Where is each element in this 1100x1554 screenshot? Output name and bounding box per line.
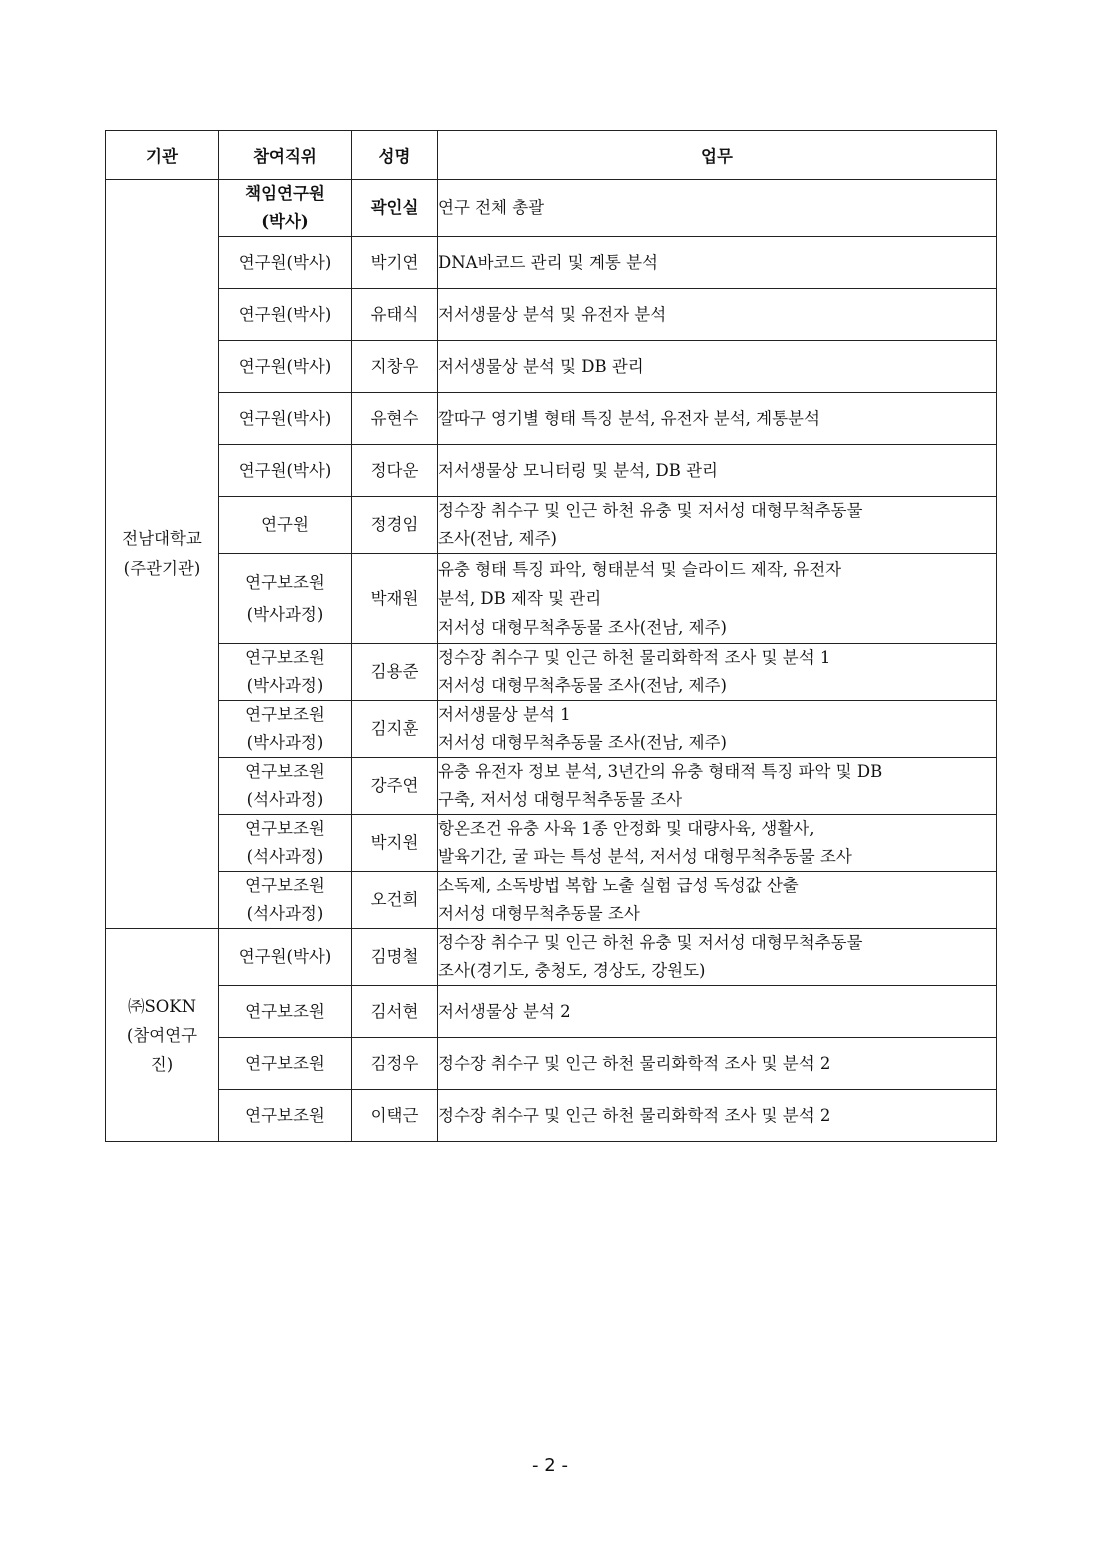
position-cell	[219, 497, 352, 554]
table-row	[106, 497, 997, 554]
duty-cell	[438, 1038, 997, 1090]
position-line: 연구원(박사)	[238, 304, 332, 324]
position-line: 연구보조원	[245, 1105, 325, 1125]
position-cell	[219, 986, 352, 1038]
name-cell: 김명철	[352, 929, 438, 986]
duty-cell	[438, 497, 997, 554]
table-row	[106, 445, 997, 497]
name-cell: 오건희	[352, 872, 438, 929]
duty-cell	[438, 872, 997, 929]
name-cell: 곽인실	[352, 180, 438, 237]
staff-table	[105, 130, 997, 1142]
table-row	[106, 815, 997, 872]
table-row	[106, 758, 997, 815]
position-line: (석사과정)	[246, 904, 324, 923]
table-row	[106, 1090, 997, 1142]
duty-line: 정수장 취수구 및 인근 하천 물리화학적 조사 및 분석 2	[438, 1105, 831, 1125]
position-line: 연구보조원	[245, 705, 325, 724]
org-name-line: 전남대학교	[122, 529, 202, 548]
duty-line: 정수장 취수구 및 인근 하천 물리화학적 조사 및 분석 2	[438, 1053, 831, 1073]
position-cell	[219, 929, 352, 986]
table-row	[106, 986, 997, 1038]
duty-cell	[438, 758, 997, 815]
org-name-line: (참여연구	[126, 1025, 198, 1045]
duty-line: 저서생물상 분석 2	[438, 1001, 571, 1021]
table-row	[106, 554, 997, 644]
position-cell	[219, 289, 352, 341]
duty-line: 깔따구 영기별 형태 특징 분석, 유전자 분석, 계통분석	[438, 408, 820, 428]
table-row	[106, 237, 997, 289]
duty-line: 저서성 대형무척추동물 조사(전남, 제주)	[438, 618, 727, 637]
header-duty: 업무	[438, 131, 997, 180]
name-cell: 유태식	[352, 289, 438, 341]
duty-line: 저서생물상 분석 및 유전자 분석	[438, 304, 667, 324]
duty-cell	[438, 180, 997, 237]
duty-cell	[438, 341, 997, 393]
header-position: 참여직위	[219, 131, 352, 180]
position-cell	[219, 237, 352, 289]
duty-cell	[438, 986, 997, 1038]
name-cell: 박재원	[352, 554, 438, 644]
position-cell	[219, 554, 352, 644]
position-line: 연구원(박사)	[238, 408, 332, 428]
position-cell	[219, 180, 352, 237]
duty-cell	[438, 815, 997, 872]
duty-cell	[438, 554, 997, 644]
org-name-line: ㈜SOKN	[127, 996, 197, 1016]
table-row	[106, 929, 997, 986]
duty-line: 저서생물상 모니터링 및 분석, DB 관리	[438, 460, 718, 480]
duty-line: 소독제, 소독방법 복합 노출 실험 급성 독성값 산출	[438, 876, 799, 895]
position-cell	[219, 445, 352, 497]
position-line: 연구원(박사)	[238, 252, 332, 272]
position-cell	[219, 758, 352, 815]
table-row	[106, 180, 997, 237]
duty-line: DNA바코드 관리 및 계통 분석	[438, 252, 658, 272]
duty-line: 저서성 대형무척추동물 조사	[438, 904, 640, 923]
duty-cell	[438, 289, 997, 341]
duty-cell	[438, 1090, 997, 1142]
position-cell	[219, 644, 352, 701]
name-cell: 김정우	[352, 1038, 438, 1090]
duty-line: 분석, DB 제작 및 관리	[438, 589, 602, 608]
position-cell	[219, 815, 352, 872]
name-cell: 정다운	[352, 445, 438, 497]
name-cell: 박기연	[352, 237, 438, 289]
table-row	[106, 341, 997, 393]
duty-line: 조사(전남, 제주)	[438, 529, 557, 548]
position-line: (박사과정)	[246, 604, 324, 624]
duty-line: 정수장 취수구 및 인근 하천 유충 및 저서성 대형무척추동물	[438, 501, 863, 520]
duty-line: 저서성 대형무척추동물 조사(전남, 제주)	[438, 676, 727, 695]
position-cell	[219, 393, 352, 445]
position-line: (박사과정)	[246, 733, 324, 752]
position-line: 연구보조원	[245, 1001, 325, 1021]
position-line: 책임연구원	[245, 184, 325, 203]
org-cell	[106, 180, 219, 929]
table-row	[106, 701, 997, 758]
duty-line: 조사(경기도, 충청도, 경상도, 강원도)	[438, 961, 706, 980]
duty-line: 저서성 대형무척추동물 조사(전남, 제주)	[438, 733, 727, 752]
duty-cell	[438, 701, 997, 758]
position-line: 연구원	[261, 515, 309, 534]
position-line: 연구보조원	[245, 1053, 325, 1073]
position-line: 연구보조원	[245, 572, 325, 592]
org-cell	[106, 929, 219, 1142]
duty-line: 유충 유전자 정보 분석, 3년간의 유충 형태적 특징 파악 및 DB	[438, 762, 883, 781]
duty-line: 저서생물상 분석 1	[438, 705, 571, 724]
page-number: - 2 -	[532, 1455, 568, 1476]
position-cell	[219, 341, 352, 393]
name-cell: 정경임	[352, 497, 438, 554]
table-row	[106, 872, 997, 929]
duty-line: 정수장 취수구 및 인근 하천 유충 및 저서성 대형무척추동물	[438, 933, 863, 952]
position-line: 연구보조원	[245, 762, 325, 781]
header-row	[106, 131, 997, 180]
header-org: 기관	[106, 131, 219, 180]
duty-cell	[438, 929, 997, 986]
name-cell: 유현수	[352, 393, 438, 445]
position-line: 연구보조원	[245, 648, 325, 667]
position-line: 연구보조원	[245, 876, 325, 895]
name-cell: 이택근	[352, 1090, 438, 1142]
position-line: (박사과정)	[246, 676, 324, 695]
table-row	[106, 289, 997, 341]
duty-cell	[438, 644, 997, 701]
position-line: (석사과정)	[246, 790, 324, 809]
position-line: (박사)	[261, 212, 309, 231]
position-cell	[219, 701, 352, 758]
org-name-line: 진)	[150, 1054, 174, 1074]
duty-line: 항온조건 유충 사육 1종 안정화 및 대량사육, 생활사,	[438, 819, 815, 838]
name-cell: 김용준	[352, 644, 438, 701]
duty-cell	[438, 237, 997, 289]
duty-line: 구축, 저서성 대형무척추동물 조사	[438, 790, 683, 809]
position-line: 연구원(박사)	[238, 356, 332, 376]
header-name: 성명	[352, 131, 438, 180]
position-line: (석사과정)	[246, 847, 324, 866]
duty-line: 발육기간, 굴 파는 특성 분석, 저서성 대형무척추동물 조사	[438, 847, 852, 866]
position-line: 연구보조원	[245, 819, 325, 838]
table-row	[106, 1038, 997, 1090]
name-cell: 김지훈	[352, 701, 438, 758]
duty-line: 정수장 취수구 및 인근 하천 물리화학적 조사 및 분석 1	[438, 648, 831, 667]
duty-cell	[438, 393, 997, 445]
name-cell: 김서현	[352, 986, 438, 1038]
position-cell	[219, 872, 352, 929]
position-line: 연구원(박사)	[238, 460, 332, 480]
position-cell	[219, 1090, 352, 1142]
name-cell: 지창우	[352, 341, 438, 393]
duty-line: 유충 형태 특징 파악, 형태분석 및 슬라이드 제작, 유전자	[438, 560, 842, 579]
position-cell	[219, 1038, 352, 1090]
org-name-line: (주관기관)	[123, 559, 201, 578]
position-line: 연구원(박사)	[238, 947, 332, 966]
duty-line: 연구 전체 총괄	[438, 198, 545, 217]
table-row	[106, 393, 997, 445]
duty-cell	[438, 445, 997, 497]
duty-line: 저서생물상 분석 및 DB 관리	[438, 356, 644, 376]
table-row	[106, 644, 997, 701]
name-cell: 박지원	[352, 815, 438, 872]
name-cell: 강주연	[352, 758, 438, 815]
